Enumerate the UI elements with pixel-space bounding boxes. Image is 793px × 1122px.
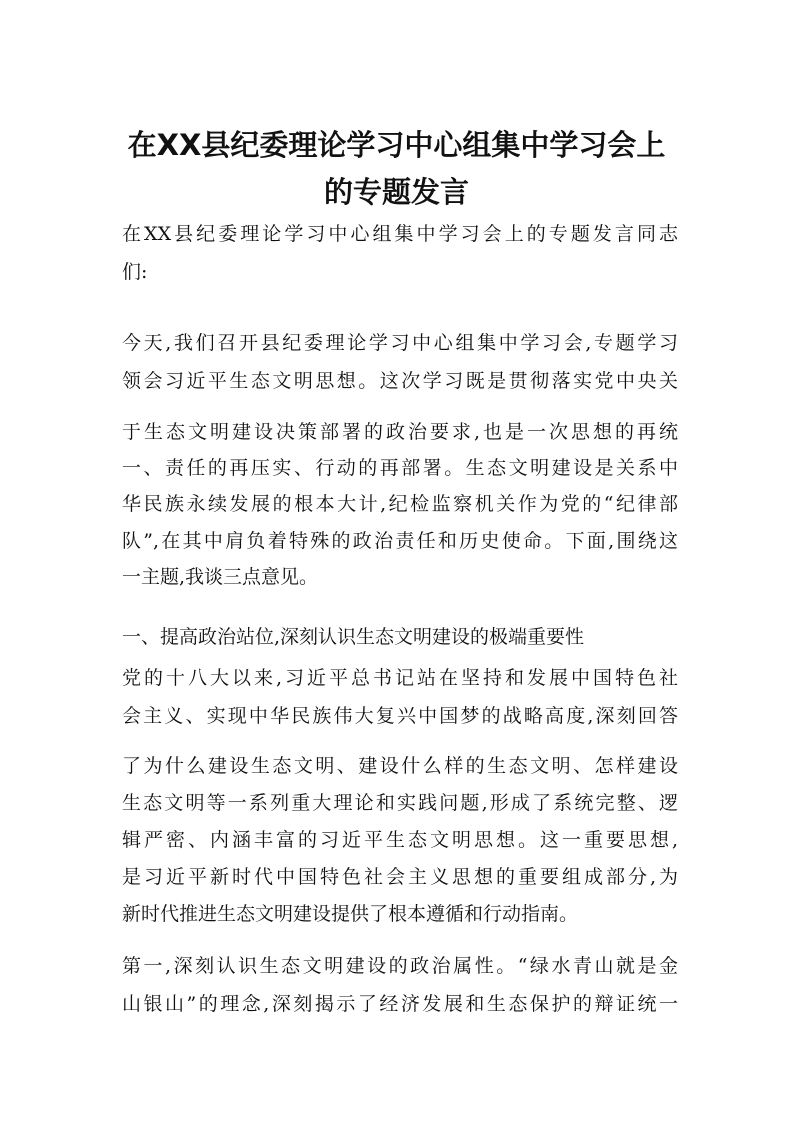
body-line: 在XX县纪委理论学习中心组集中学习会上的专题发言同志 xyxy=(122,223,678,245)
body-line: 第一,深刻认识生态文明建设的政治属性。“绿水青山就是金 xyxy=(122,955,678,977)
body-line: 队”,在其中肩负着特殊的政治责任和历史使命。下面,围绕这 xyxy=(122,530,678,552)
body-line: 党的十八大以来,习近平总书记站在坚持和发展中国特色社 xyxy=(122,667,678,689)
body-line: 一主题,我谈三点意见。 xyxy=(122,566,319,588)
body-line: 生态文明等一系列重大理论和实践问题,形成了系统完整、逻 xyxy=(122,792,678,814)
body-line: 们: xyxy=(122,261,148,283)
body-line: 领会习近平生态文明思想。这次学习既是贯彻落实党中央关 xyxy=(122,370,678,392)
section-heading: 一、提高政治站位,深刻认识生态文明建设的极端重要性 xyxy=(122,626,585,648)
body-line: 新时代推进生态文明建设提供了根本遵循和行动指南。 xyxy=(122,903,579,925)
body-line: 了为什么建设生态文明、建设什么样的生态文明、怎样建设 xyxy=(122,755,678,777)
body-line: 山银山”的理念,深刻揭示了经济发展和生态保护的辩证统一 xyxy=(122,993,678,1015)
body-line: 今天,我们召开县纪委理论学习中心组集中学习会,专题学习 xyxy=(122,332,678,354)
body-line: 华民族永续发展的根本大计,纪检监察机关作为党的“纪律部 xyxy=(122,493,678,515)
body-line: 辑严密、内涵丰富的习近平生态文明思想。这一重要思想, xyxy=(122,829,678,851)
body-line: 于生态文明建设决策部署的政治要求,也是一次思想的再统 xyxy=(122,421,678,443)
body-line: 会主义、实现中华民族伟大复兴中国梦的战略高度,深刻回答 xyxy=(122,705,678,727)
document-title-line-2: 的专题发言 xyxy=(323,175,469,209)
document-title-line-1: 在XX县纪委理论学习中心组集中学习会上 xyxy=(127,128,666,162)
body-line: 一、责任的再压实、行动的再部署。生态文明建设是关系中 xyxy=(122,457,678,479)
body-line: 是习近平新时代中国特色社会主义思想的重要组成部分,为 xyxy=(122,866,678,888)
